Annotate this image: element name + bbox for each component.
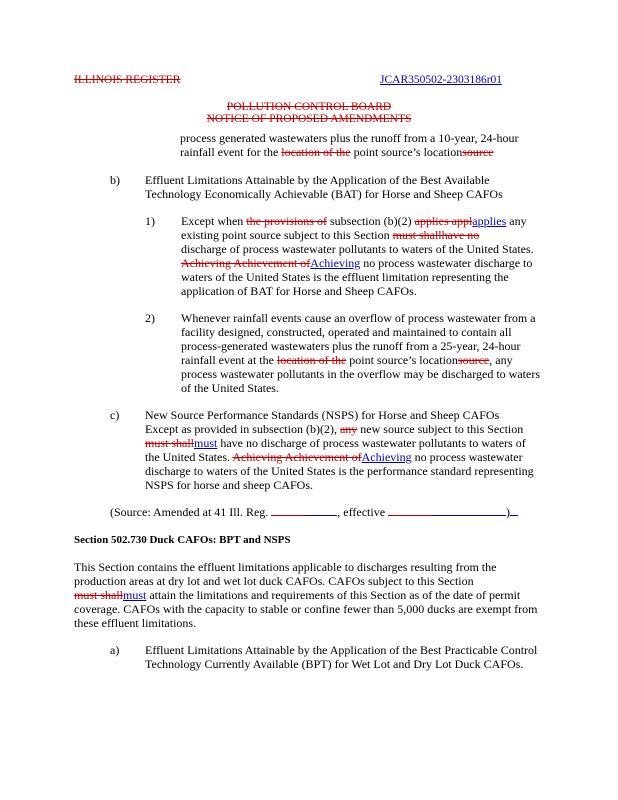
text-run: , any <box>489 353 513 367</box>
deleted-text: have no <box>441 228 480 242</box>
text-run: , effective <box>337 505 389 519</box>
list-marker-b: b) <box>110 173 120 187</box>
notice-title: NOTICE OF PROPOSED AMENDMENTS <box>206 113 412 125</box>
text-run: point source’s location <box>350 145 463 159</box>
para-line: process wastewater pollutants in the overflow may be discharged to waters <box>181 367 541 381</box>
text-run: any <box>506 214 527 228</box>
para-line: Technology Currently Available (BPT) for Wet Lot and Dry Lot Duck CAFOs. <box>145 657 524 671</box>
para-line: of the United States. <box>181 381 279 395</box>
para-line <box>145 450 523 464</box>
text-run: no process wastewater <box>411 450 523 464</box>
text-run: rainfall event at the <box>181 353 277 367</box>
blank-inserted <box>510 515 518 516</box>
inserted-text: Achieving <box>310 256 361 270</box>
text-run: have no discharge of process wastewater pollutants to waters of <box>217 436 526 450</box>
list-marker-2: 2) <box>145 311 155 325</box>
para-line: discharge of process wastewater pollutants to waters of the United States. <box>181 242 534 256</box>
text-run: ) <box>506 505 511 519</box>
header-right: JCAR350502-2303186r01 <box>380 74 503 86</box>
para-line <box>180 145 494 159</box>
text-run: new source subject to this Section <box>357 422 524 436</box>
text-run: rainfall event for the <box>180 145 282 159</box>
list-marker-1: 1) <box>145 214 155 228</box>
para-line: discharge to waters of the United States is the performance standard representing <box>145 464 534 478</box>
inserted-text: Achieving <box>361 450 412 464</box>
para-line: Technology Economically Achievable (BAT) for Horse and Sheep CAFOs <box>145 187 503 201</box>
para-line <box>181 353 513 367</box>
text-run: no process wastewater discharge to <box>360 256 533 270</box>
para-line <box>181 228 479 242</box>
para-line <box>181 214 527 228</box>
para-line: waters of the United States is the effluent limitation representing the <box>181 270 509 284</box>
text-run: Except when <box>181 214 247 228</box>
para-line: NSPS for horse and sheep CAFOs. <box>145 478 313 492</box>
text-run: the United States. <box>145 450 233 464</box>
blank-inserted <box>305 515 337 516</box>
deleted-text: source <box>457 353 490 367</box>
board-title: POLLUTION CONTROL BOARD <box>226 101 392 113</box>
para-line: Effluent Limitations Attainable by the Application of the Best Practicable Control <box>145 643 538 657</box>
text-run: Except as provided in subsection (b)(2), <box>145 422 340 436</box>
para-line: Effluent Limitations Attainable by the Application of the Best Available <box>145 173 490 187</box>
para-line: coverage. CAFOs with the capacity to stable or confine fewer than 5,000 ducks are exempt from <box>74 602 538 616</box>
blank-deleted <box>388 515 432 516</box>
source-note <box>110 505 518 519</box>
inserted-text: must <box>123 588 147 602</box>
blank-deleted <box>271 515 305 516</box>
header-left: ILLINOIS REGISTER <box>74 74 181 86</box>
deleted-text: must shall <box>392 228 442 242</box>
deleted-text: any <box>339 422 358 436</box>
para-line: process-generated wastewaters plus the runoff from a 25-year, 24-hour <box>181 339 521 353</box>
deleted-text: Achieving Achievement of <box>181 256 311 270</box>
deleted-text: source <box>462 145 494 159</box>
para-line: facility designed, constructed, operated and maintained to contain all <box>181 325 512 339</box>
text-run: attain the limitations and requirements of this Section as of the date of permit <box>146 588 521 602</box>
text-run: subsection (b)(2) <box>326 214 415 228</box>
deleted-text: location of the <box>276 353 347 367</box>
para-line: production areas at dry lot and wet lot duck CAFOs. CAFOs subject to this Section <box>74 574 474 588</box>
section-heading: Section 502.730 Duck CAFOs: BPT and NSPS <box>74 534 291 546</box>
para-line: process generated wastewaters plus the runoff from a 10-year, 24-hour <box>180 131 519 145</box>
para-line <box>181 256 532 270</box>
para-line: application of BAT for Horse and Sheep CAFOs. <box>181 284 417 298</box>
para-line <box>145 422 523 436</box>
list-marker-c: c) <box>110 408 120 422</box>
deleted-text: must shall <box>74 588 124 602</box>
blank-inserted <box>432 515 506 516</box>
deleted-text: applies appl <box>414 214 473 228</box>
text-run: existing point source subject to this Section <box>181 228 393 242</box>
inserted-text: must <box>194 436 218 450</box>
para-line: these effluent limitations. <box>74 616 197 630</box>
inserted-text: applies <box>472 214 507 228</box>
para-line: This Section contains the effluent limitations applicable to discharges resulting from the <box>74 560 497 574</box>
text-run: point source’s location <box>346 353 458 367</box>
deleted-text: must shall <box>145 436 195 450</box>
text-run: (Source: Amended at 41 Ill. Reg. <box>110 505 272 519</box>
para-line: Whenever rainfall events cause an overflow of process wastewater from a <box>181 311 536 325</box>
para-line: New Source Performance Standards (NSPS) for Horse and Sheep CAFOs <box>145 408 500 422</box>
deleted-text: Achieving Achievement of <box>232 450 362 464</box>
para-line <box>145 436 526 450</box>
para-line <box>74 588 520 602</box>
deleted-text: location of the <box>281 145 351 159</box>
deleted-text: the provisions of <box>246 214 327 228</box>
list-marker-a: a) <box>110 643 120 657</box>
